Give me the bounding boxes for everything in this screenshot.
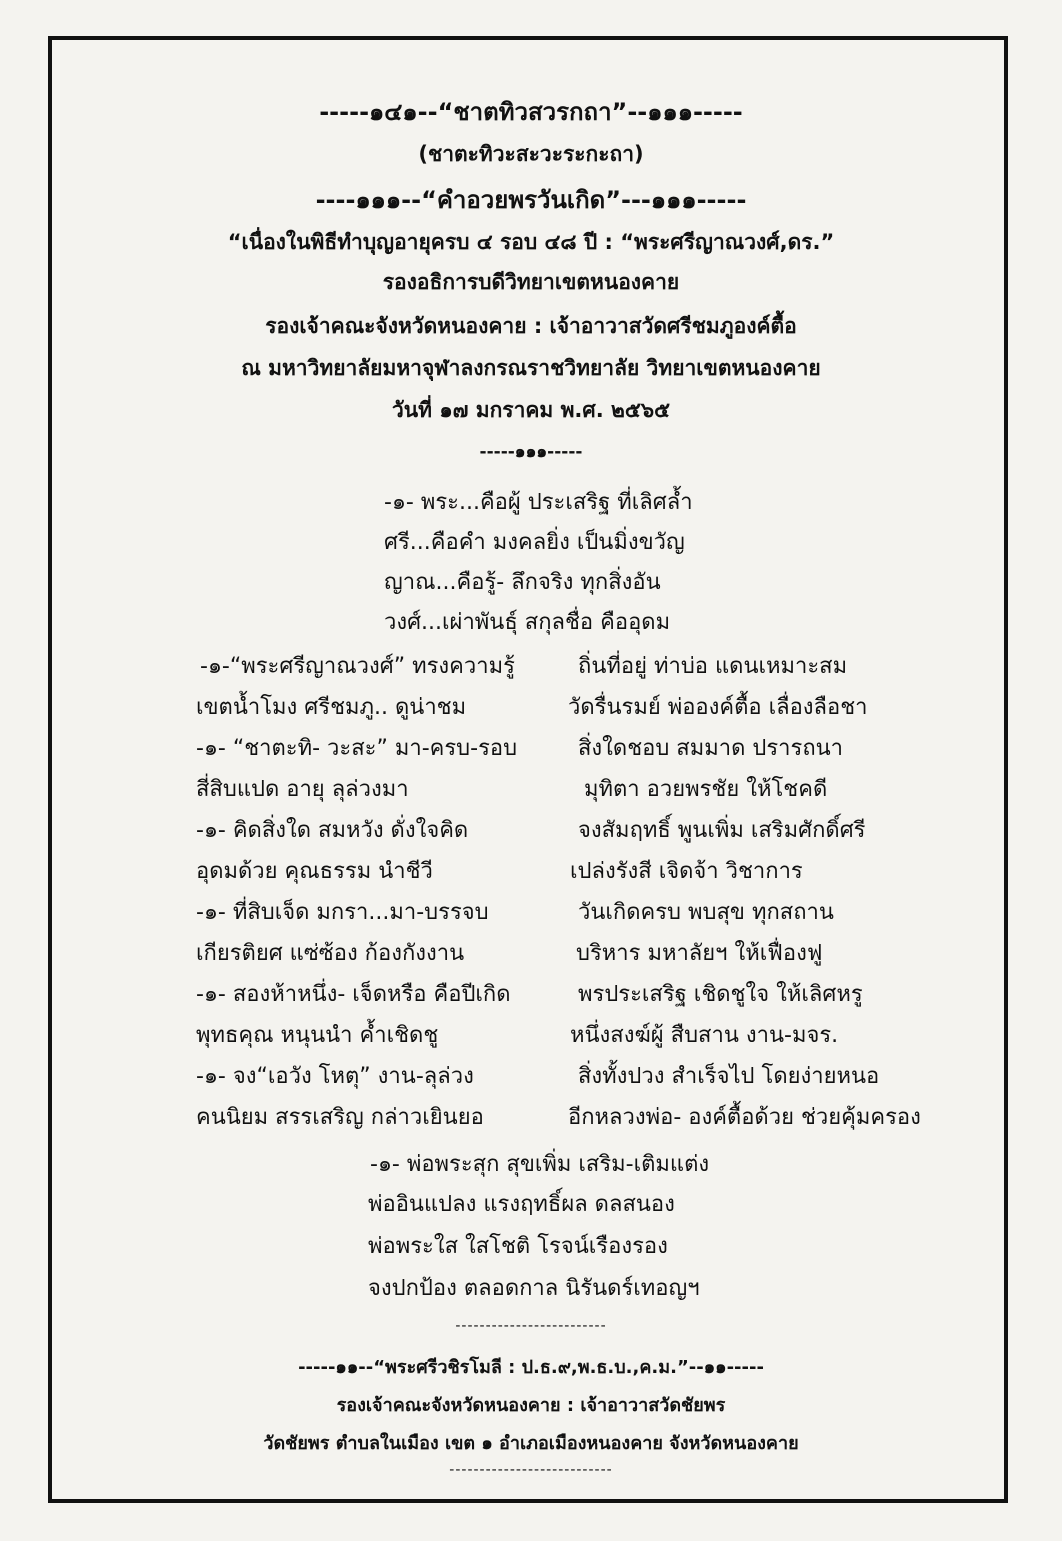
- position-line: รองอธิการบดีวิทยาเขตหนองคาย: [382, 270, 680, 294]
- verse-left: เกียรติยศ แซ่ซ้อง ก้องกังงาน: [196, 941, 465, 966]
- verse-left: -๑- คิดสิ่งใด สมหวัง ดั่งใจคิด: [196, 818, 469, 843]
- intro-verse-line: ศรี...คือคำ มงคลยิ่ง เป็นมิ่งขวัญ: [384, 530, 685, 555]
- intro-verse-line: วงศ์...เผ่าพันธุ์ สกุลชื่อ คืออุดม: [384, 610, 671, 635]
- verse-left: พุทธคุณ หนุนนำ ค้ำเชิดชู: [196, 1023, 439, 1048]
- header-heading: ----๑๑๑--“คำอวยพรวันเกิด”---๑๑๑-----: [315, 186, 747, 214]
- verse-right: เปล่งรังสี เจิดจ้า วิชาการ: [570, 859, 803, 884]
- verse-right: วันเกิดครบ พบสุข ทุกสถาน: [578, 900, 834, 925]
- closing-verse-line: พ่อพระใส ใสโชติ โรจน์เรืองรอง: [368, 1234, 668, 1259]
- verse-left: เขตน้ำโมง ศรีชมภู.. ดูน่าชม: [196, 695, 467, 720]
- title-line: รองเจ้าคณะจังหวัดหนองคาย : เจ้าอาวาสวัดศรีชมภูองค์ตื้อ: [265, 314, 797, 338]
- closing-verse-line: พ่ออินแปลง แรงฤทธิ์ผล ดลสนอง: [368, 1192, 675, 1217]
- closing-verse-line: -๑- พ่อพระสุก สุขเพิ่ม เสริม-เติมแต่ง: [370, 1152, 710, 1177]
- occasion-line: “เนื่องในพิธีทำบุญอายุครบ ๔ รอบ ๔๘ ปี : “พระศรีญาณวงศ์,ดร.”: [227, 230, 835, 254]
- author-line: -----๑๑--“พระศรีวชิรโมลี : ป.ธ.๙,พ.ธ.บ.,ค.ม.”--๑๑-----: [298, 1357, 764, 1378]
- header-subtitle: (ชาตะทิวะสะวะระกะถา): [418, 142, 644, 166]
- verse-right: หนึ่งสงฆ์ผู้ สืบสาน งาน-มจร.: [570, 1023, 839, 1048]
- author-position: รองเจ้าคณะจังหวัดหนองคาย : เจ้าอาวาสวัดชัยพร: [336, 1395, 726, 1416]
- verse-left: อุดมด้วย คุณธรรม นำชีวี: [196, 859, 433, 884]
- closing-verse-line: จงปกป้อง ตลอดกาล นิรันดร์เทอญฯ: [368, 1276, 700, 1301]
- verse-right: ถิ่นที่อยู่ ท่าบ่อ แดนเหมาะสม: [578, 654, 848, 679]
- section-divider: -----๑๑๑-----: [479, 442, 583, 462]
- footer-rule-bottom: ---------------------------: [449, 1462, 613, 1478]
- intro-verse-line: -๑- พระ...คือผู้ ประเสริฐ ที่เลิศล้ำ: [384, 490, 693, 515]
- verse-right: บริหาร มหาลัยฯ ให้เฟื่องฟู: [576, 941, 823, 966]
- intro-verse-line: ญาณ...คือรู้- ลึกจริง ทุกสิ่งอัน: [384, 570, 661, 595]
- verse-right: สิ่งใดชอบ สมมาด ปรารถนา: [578, 736, 844, 761]
- verse-left: -๑- จง“เอวัง โหตุ” งาน-ลุล่วง: [196, 1064, 474, 1089]
- verse-left: -๑- ที่สิบเจ็ด มกรา...มา-บรรจบ: [196, 900, 489, 925]
- verse-left: สี่สิบแปด อายุ ลุล่วงมา: [196, 777, 409, 802]
- verse-right: มุทิตา อวยพรชัย ให้โชคดี: [584, 777, 828, 802]
- verse-right: จงสัมฤทธิ์ พูนเพิ่ม เสริมศักดิ์ศรี: [578, 818, 866, 843]
- date-line: วันที่ ๑๗ มกราคม พ.ศ. ๒๕๖๕: [392, 398, 670, 422]
- footer-rule-top: -------------------------: [455, 1318, 607, 1334]
- verse-right: อีกหลวงพ่อ- องค์ตื้อด้วย ช่วยคุ้มครอง: [568, 1105, 921, 1130]
- verse-left: คนนิยม สรรเสริญ กล่าวเยินยอ: [196, 1105, 484, 1130]
- verse-right: สิ่งทั้งปวง สำเร็จไป โดยง่ายหนอ: [578, 1064, 880, 1089]
- verse-right: พรประเสริฐ เชิดชูใจ ให้เลิศหรู: [578, 982, 863, 1007]
- verse-left: -๑- สองห้าหนึ่ง- เจ็ดหรือ คือปีเกิด: [196, 982, 511, 1007]
- verse-left: -๑- “ชาตะทิ- วะสะ” มา-ครบ-รอบ: [196, 736, 518, 761]
- verse-left: -๑-“พระศรีญาณวงศ์” ทรงความรู้: [200, 654, 515, 679]
- author-address: วัดชัยพร ตำบลในเมือง เขต ๑ อำเภอเมืองหนองคาย จังหวัดหนองคาย: [263, 1433, 799, 1454]
- venue-line: ณ มหาวิทยาลัยมหาจุฬาลงกรณราชวิทยาลัย วิทยาเขตหนองคาย: [241, 356, 821, 380]
- header-title: -----๑๔๑--“ชาตทิวสวรกถา”--๑๑๑-----: [319, 98, 743, 126]
- verse-right: วัดรื่นรมย์ พ่อองค์ตื้อ เลื่องลือชา: [568, 695, 868, 720]
